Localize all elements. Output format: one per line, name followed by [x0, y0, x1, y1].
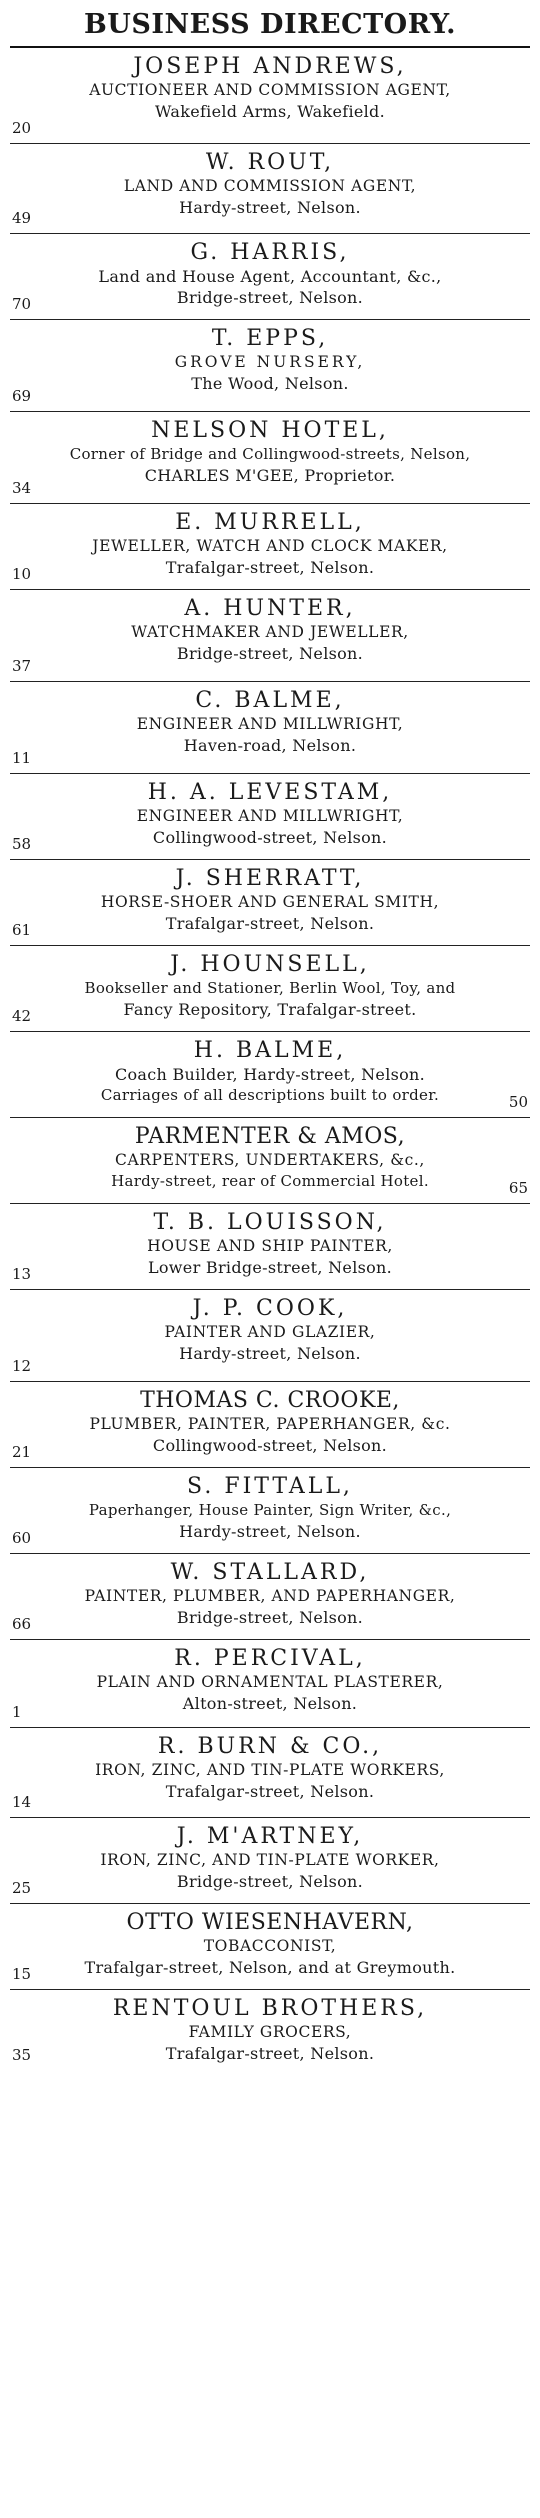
directory-entry: [10, 1032, 530, 1118]
entry-name: G. HARRIS,: [190, 240, 350, 265]
entry-name: OTTO WIESENHAVERN,: [126, 1910, 414, 1935]
entry-number: 12: [12, 1357, 32, 1375]
directory-entry: [10, 1990, 530, 2070]
entry-line: HOUSE AND SHIP PAINTER,: [147, 1237, 393, 1255]
directory-entry: [10, 1468, 530, 1554]
entry-line: ENGINEER AND MILLWRIGHT,: [136, 807, 404, 825]
entry-number: 14: [12, 1793, 32, 1811]
entry-line: Land and House Agent, Accountant, &c.,: [98, 267, 442, 286]
entry-line: Fancy Repository, Trafalgar-street.: [123, 1000, 417, 1019]
entry-line: Collingwood-street, Nelson.: [152, 1436, 388, 1455]
entry-number: 70: [12, 295, 32, 313]
entry-line: CHARLES M'GEE, Proprietor.: [144, 466, 396, 485]
entry-name: JOSEPH ANDREWS,: [133, 54, 407, 79]
entry-name: S. FITTALL,: [187, 1474, 353, 1499]
directory-entry: [10, 1382, 530, 1468]
entry-line: AUCTIONEER AND COMMISSION AGENT,: [89, 81, 451, 99]
directory-entry: [10, 320, 530, 412]
entry-line: Trafalgar-street, Nelson, and at Greymouth.: [84, 1958, 456, 1977]
entry-name: J. M'ARTNEY,: [176, 1824, 364, 1849]
entry-name: W. STALLARD,: [170, 1560, 370, 1585]
entry-name: A. HUNTER,: [184, 596, 356, 621]
entry-name: NELSON HOTEL,: [151, 418, 389, 443]
entry-number: 1: [12, 1703, 22, 1721]
directory-entry: [10, 504, 530, 590]
entry-line: JEWELLER, WATCH AND CLOCK MAKER,: [92, 537, 448, 555]
directory-entry: [10, 1904, 530, 1990]
directory-entry: [10, 774, 530, 860]
entry-number: 50: [508, 1093, 528, 1111]
entry-number: 11: [12, 749, 32, 767]
entry-line: ENGINEER AND MILLWRIGHT,: [136, 715, 404, 733]
entry-line: PAINTER AND GLAZIER,: [164, 1323, 376, 1341]
entry-line: Collingwood-street, Nelson.: [152, 828, 388, 847]
directory-entry: [10, 1118, 530, 1204]
entry-line: PAINTER, PLUMBER, AND PAPERHANGER,: [84, 1587, 456, 1605]
directory-entry: [10, 234, 530, 320]
entry-number: 65: [508, 1179, 528, 1197]
directory-entry: [10, 1728, 530, 1818]
entry-line: CARPENTERS, UNDERTAKERS, &c.,: [115, 1151, 425, 1169]
entry-number: 69: [12, 387, 32, 405]
directory-entry: [10, 48, 530, 144]
entry-name: THOMAS C. CROOKE,: [140, 1388, 400, 1413]
entry-line: IRON, ZINC, AND TIN-PLATE WORKERS,: [95, 1761, 445, 1779]
entry-number: 66: [12, 1615, 32, 1633]
entry-name: RENTOUL BROTHERS,: [112, 1996, 428, 2021]
page-title: BUSINESS DIRECTORY.: [10, 0, 530, 48]
entry-name: R. PERCIVAL,: [174, 1646, 366, 1671]
entry-line: Bridge-street, Nelson.: [176, 1608, 364, 1627]
entry-name: PARMENTER & AMOS,: [134, 1124, 406, 1149]
entry-line: Trafalgar-street, Nelson.: [165, 2044, 375, 2063]
entry-name: J. HOUNSELL,: [170, 952, 370, 977]
directory-entry: [10, 1554, 530, 1640]
directory-entry: [10, 590, 530, 682]
entry-number: 60: [12, 1529, 32, 1547]
entry-name: T. B. LOUISSON,: [153, 1210, 387, 1235]
directory-entry: [10, 860, 530, 946]
entry-line: Trafalgar-street, Nelson.: [165, 558, 375, 577]
entry-line: Hardy-street, Nelson.: [179, 1344, 361, 1363]
entry-number: 58: [12, 835, 32, 853]
entry-number: 49: [12, 209, 32, 227]
entry-number: 35: [12, 2046, 32, 2064]
entry-line: IRON, ZINC, AND TIN-PLATE WORKER,: [100, 1851, 440, 1869]
entry-line: Carriages of all descriptions built to order.: [100, 1086, 440, 1104]
entry-line: Coach Builder, Hardy-street, Nelson.: [114, 1065, 426, 1084]
directory-entry: [10, 682, 530, 774]
entry-line: Bridge-street, Nelson.: [176, 644, 364, 663]
entry-line: HORSE-SHOER AND GENERAL SMITH,: [100, 893, 440, 911]
directory-entry: [10, 946, 530, 1032]
entry-line: Alton-street, Nelson.: [182, 1694, 358, 1713]
entry-number: 42: [12, 1007, 32, 1025]
entry-line: Lower Bridge-street, Nelson.: [147, 1258, 393, 1277]
entry-line: PLUMBER, PAINTER, PAPERHANGER, &c.: [89, 1415, 451, 1433]
entry-number: 10: [12, 565, 32, 583]
entry-name: R. BURN & CO.,: [157, 1734, 383, 1759]
entry-name: H. A. LEVESTAM,: [147, 780, 393, 805]
entry-name: W. ROUT,: [205, 150, 335, 175]
entry-line: Paperhanger, House Painter, Sign Writer, &c.,: [88, 1501, 452, 1519]
entry-line: Wakefield Arms, Wakefield.: [155, 102, 385, 121]
entry-number: 15: [12, 1965, 32, 1983]
entry-name: H. BALME,: [193, 1038, 347, 1063]
entry-line: FAMILY GROCERS,: [188, 2023, 352, 2041]
entry-number: 21: [12, 1443, 32, 1461]
directory-entry: [10, 144, 530, 234]
entry-line: PLAIN AND ORNAMENTAL PLASTERER,: [96, 1673, 444, 1691]
entry-line: Corner of Bridge and Collingwood-streets, Nelson,: [69, 445, 471, 463]
directory-entry: [10, 412, 530, 504]
entry-name: J. SHERRATT,: [175, 866, 365, 891]
entry-number: 13: [12, 1265, 32, 1283]
entry-name: C. BALME,: [195, 688, 345, 713]
entry-line: Bridge-street, Nelson.: [176, 288, 364, 307]
entry-line: Bookseller and Stationer, Berlin Wool, Toy, and: [84, 979, 456, 997]
entry-line: The Wood, Nelson.: [191, 374, 349, 393]
entry-name: J. P. COOK,: [192, 1296, 348, 1321]
directory-entry: [10, 1640, 530, 1728]
entry-line: Hardy-street, Nelson.: [179, 1522, 361, 1541]
entry-name: E. MURRELL,: [175, 510, 365, 535]
entry-line: GROVE NURSERY,: [174, 353, 366, 371]
directory-entry: [10, 1290, 530, 1382]
entry-line: Trafalgar-street, Nelson.: [165, 1782, 375, 1801]
entry-line: TOBACCONIST,: [203, 1937, 337, 1955]
entry-name: T. EPPS,: [211, 326, 329, 351]
entry-number: 25: [12, 1879, 32, 1897]
directory-page: [10, 0, 530, 2518]
entry-line: Trafalgar-street, Nelson.: [165, 914, 375, 933]
entry-line: LAND AND COMMISSION AGENT,: [123, 177, 417, 195]
entry-number: 34: [12, 479, 32, 497]
entry-line: Bridge-street, Nelson.: [176, 1872, 364, 1891]
entry-line: Hardy-street, rear of Commercial Hotel.: [111, 1172, 429, 1190]
entry-line: Hardy-street, Nelson.: [179, 198, 361, 217]
directory-entry: [10, 1204, 530, 1290]
entry-line: WATCHMAKER AND JEWELLER,: [131, 623, 409, 641]
entry-number: 20: [12, 119, 32, 137]
entry-number: 61: [12, 921, 32, 939]
directory-entry: [10, 1818, 530, 1904]
entry-number: 37: [12, 657, 32, 675]
entry-line: Haven-road, Nelson.: [183, 736, 357, 755]
